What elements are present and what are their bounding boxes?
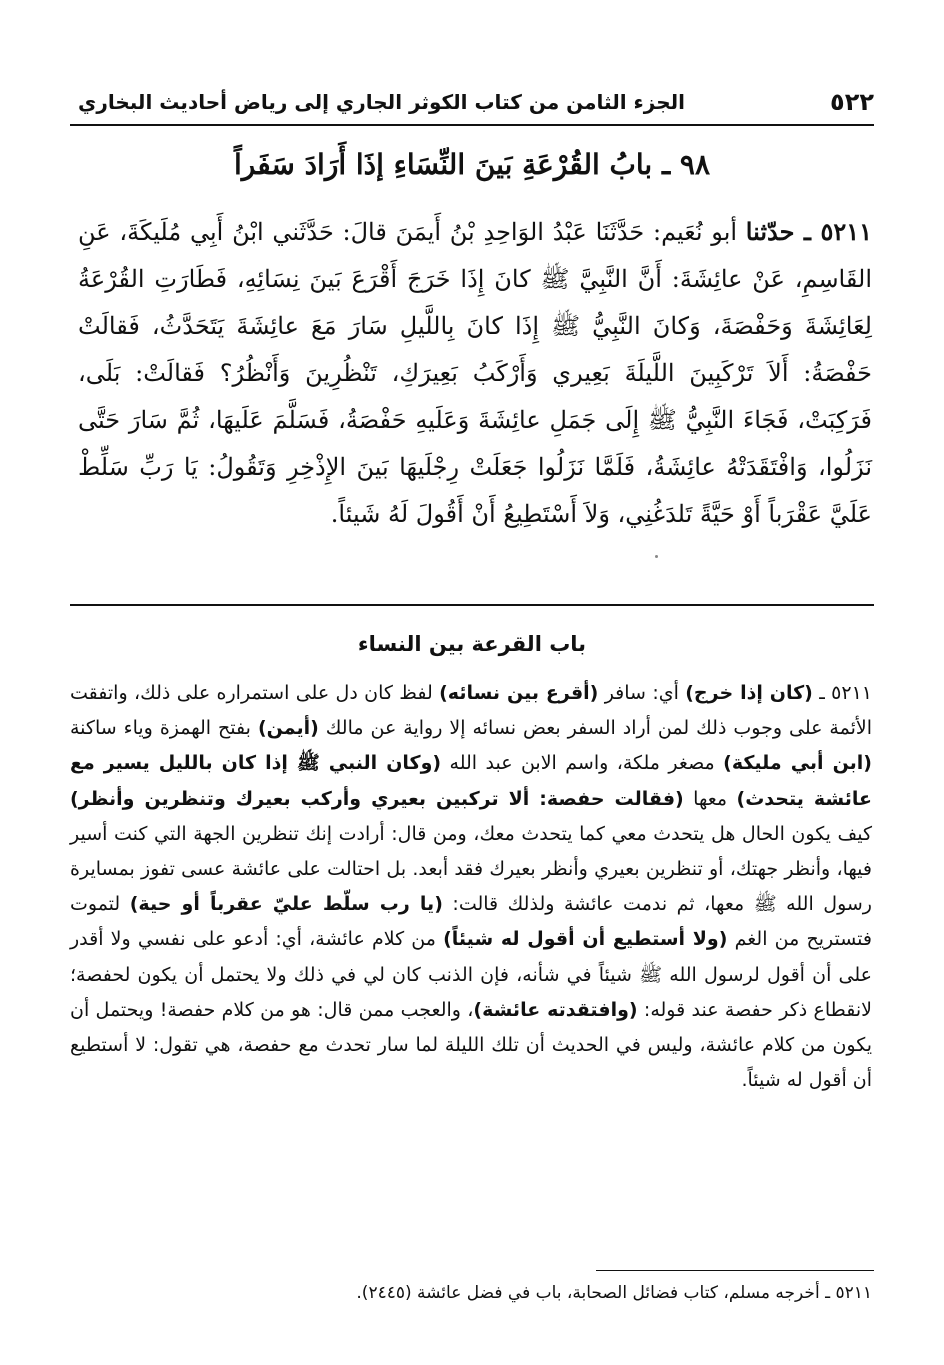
commentary-run: أي: سافر xyxy=(598,682,686,704)
hadith-number: ٥٢١١ ـ حدّثنا xyxy=(745,217,872,246)
commentary-run: ٥٢١١ ـ xyxy=(812,682,872,704)
page-header xyxy=(78,82,874,122)
header-rule xyxy=(70,124,874,126)
commentary-quote: (وافتقدته عائشة) xyxy=(473,998,638,1021)
hadith-text xyxy=(78,208,872,538)
commentary-run: مصغر ملكة، واسم الابن عبد الله xyxy=(441,752,724,775)
section-divider xyxy=(70,604,874,606)
commentary-run: ، والعجب ممن قال: هو من كلام حفصة! ويحتمل أن يكون من كلام عائشة، وليس في الحديث أن تلك الليلة لما سار تحدث مع حفصة، هي تقول: لا أستطيع أن أقول له شيئاً. xyxy=(70,998,872,1092)
chapter-title: ٩٨ ـ بابُ القُرْعَةِ بَينَ النِّسَاءِ إذَا أَرَادَ سَفَراً xyxy=(233,148,710,181)
hadith-body: أبو نُعَيم: حَدَّثَنَا عَبْدُ الوَاحِدِ بْنُ أَيمَنَ قالَ: حَدَّثَني ابْنُ أَبِي مُلَيكَةَ، عَنِ القَاسِمِ، عَنْ عائِشَةَ: أَنَّ النَّبِيَّ ﷺ كانَ إِذَا خَرَجَ أَقْرَعَ بَينَ نِسَائِهِ، فَطَارَتِ القُرْعَةُ لِعَائِشَةَ وَحَفْصَةَ، وَكانَ النَّبِيُّ ﷺ إِذَا كانَ بِاللَّيلِ سَارَ مَعَ عائِشَةَ يَتَحَدَّثُ، فَقالَتْ حَفْصَةُ: أَلاَ تَرْكَبِينَ اللَّيلَةَ بَعِيري وَأَرْكَبُ بَعِيرَكِ، تَنْظُرِينَ وَأَنْظُرُ؟ فَقالَتْ: بَلَى، فَرَكِبَتْ، فَجَاءَ النَّبِيُّ ﷺ إِلَى جَمَلِ عائِشَةَ وَعَلَيهِ حَفْصَةُ، فَسَلَّمَ عَلَيهَا، ثُمَّ سَارَ حَتَّى نَزَلُوا، وَافْتَقَدَتْهُ عائِشَةُ، فَلَمَّا نَزَلُوا جَعَلَتْ رِجْلَيهَا بَينَ الإِذْخِرِ وَتَقُولُ: يَا رَبِّ سَلِّطْ عَلَيَّ عَقْرَباً أَوْ حَيَّةً تَلدَغُنِي، وَلاَ أَسْتَطِيعُ أَنْ أَقُولَ لَهُ شَيئاً. xyxy=(78,218,872,528)
page-number: ٥٢٢ xyxy=(830,88,874,116)
commentary-text xyxy=(70,676,872,1098)
commentary-quote: (وكان النبي ﷺ إذا كان بالليل يسير مع عائشة يتحدث) xyxy=(70,752,872,810)
commentary-run: لفظ كان دل على استمراره على ذلك، واتفقت الأئمة على وجوب ذلك لمن أراد السفر بعض نسائه إلا رواية عن مالك xyxy=(70,682,873,740)
footnote: ٥٢١١ ـ أخرجه مسلم، كتاب فضائل الصحابة، باب في فضل عائشة (٢٤٤٥). xyxy=(356,1283,872,1303)
commentary-quote: (كان إذا خرج) xyxy=(685,682,813,704)
commentary-run: معها xyxy=(683,787,737,810)
footnote-rule xyxy=(596,1270,874,1271)
commentary-quote: (أقرع بين نسائه) xyxy=(439,682,599,704)
print-speck xyxy=(655,555,658,558)
commentary-title: باب القرعة بين النساء xyxy=(357,632,587,656)
running-title: الجزء الثامن من كتاب الكوثر الجاري إلى رياض أحاديث البخاري xyxy=(78,90,685,114)
commentary-quote: (يا رب سلّط عليّ عقرباً أو حية) xyxy=(129,893,443,916)
commentary-quote: (فقالت حفصة: ألا تركبين بعيري وأركب بعيرك وتنظرين وأنظر) xyxy=(70,787,684,810)
commentary-quote: (ولا أستطيع أن أقول له شيئاً) xyxy=(443,928,728,951)
commentary-run: كيف يكون الحال هل يتحدث معي كما يتحدث معك، ومن قال: أرادت إنك تنظرين الجهة التي كنت أسير فيها، وأنظر جهتك، أو تنظرين بعيري وأنظر بعيرك فقد أبعد. بل احتالت على عائشة عسى تفوز بمسايرة رسول الله ﷺ معها، ثم ندمت عائشة ولذلك قالت: xyxy=(70,822,872,916)
commentary-quote: (أيمن) xyxy=(257,717,319,740)
commentary-run: من كلام عائشة، أي: أدعو على نفسي ولا أقدر على أن أقول لرسول الله ﷺ شيئاً في شأنه، فإن الذنب كان لي في ذلك ولا يحتمل أن يكون لحفصة؛ لانقطاع ذكر حفصة عند قوله: xyxy=(70,928,872,1021)
commentary-run: بفتح الهمزة وياء ساكنة xyxy=(70,717,258,740)
commentary-run: لتموت فتستريح من الغم xyxy=(70,893,872,951)
commentary-quote: (ابن أبي مليكة) xyxy=(723,752,872,775)
